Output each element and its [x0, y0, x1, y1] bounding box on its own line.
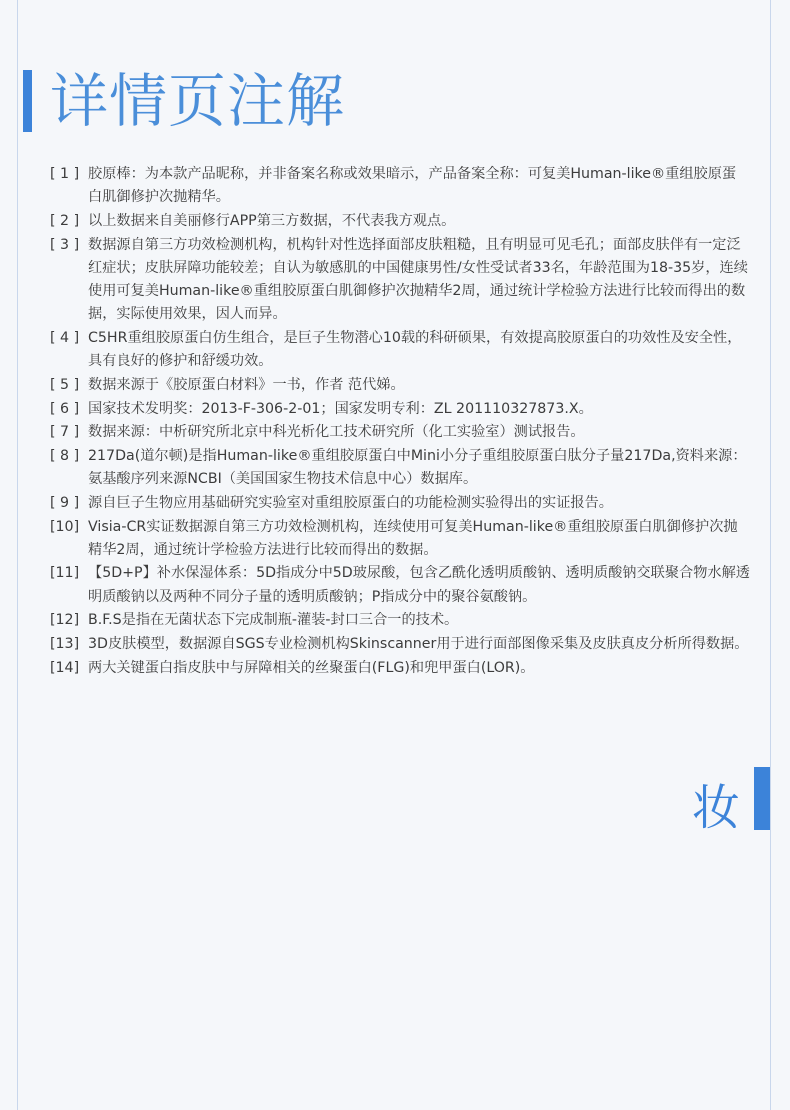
note-text: 217Da(道尔顿)是指Human-like®重组胶原蛋白中Mini小分子重组胶原蛋白肽分子量217Da,资料来源：氨基酸序列来源NCBI（美国国家生物技术信息中心）数据库。	[88, 447, 747, 488]
note-number: [10]	[50, 518, 80, 535]
note-item	[50, 516, 750, 562]
note-item	[50, 562, 750, 608]
note-text: 胶原棒：为本款产品昵称，并非备案名称或效果暗示，产品备案全称：可复美Human-like®重组胶原蛋白肌御修护次抛精华。	[88, 166, 737, 206]
note-text: 【5D+P】补水保湿体系：5D指成分中5D玻尿酸，包含乙酰化透明质酸钠、透明质酸钠交联聚合物水解透明质酸钠以及两种不同分子量的透明质酸钠；P指成分中的聚谷氨酸钠。	[88, 565, 750, 605]
page-title: 详情页注解	[50, 67, 346, 135]
note-number: [ 8 ]	[50, 447, 80, 464]
note-number: [ 2 ]	[50, 212, 80, 229]
note-number: [ 9 ]	[50, 494, 80, 511]
note-number: [ 1 ]	[50, 166, 80, 182]
side-character: 妆	[692, 780, 741, 836]
note-item	[50, 609, 750, 632]
note-number: [ 4 ]	[50, 329, 80, 346]
note-text: 国家技术发明奖：2013-F-306-2-01；国家发明专利：ZL 201110327873.X。	[88, 400, 593, 417]
note-item	[50, 445, 750, 491]
note-item	[50, 234, 750, 327]
note-number: [ 6 ]	[50, 400, 80, 417]
note-number: [ 7 ]	[50, 424, 80, 441]
side-accent-bar	[754, 767, 770, 830]
note-item	[50, 210, 750, 233]
note-text: 以上数据来自美丽修行APP第三方数据，不代表我方观点。	[88, 212, 456, 229]
note-item	[50, 327, 750, 373]
note-item	[50, 492, 750, 515]
note-text: 数据源自第三方功效检测机构，机构针对性选择面部皮肤粗糙，且有明显可见毛孔；面部皮肤伴有一定泛红症状；皮肤屏障功能较差；自认为敏感肌的中国健康男性/女性受试者33名，年龄范围为18-35岁，连续使用可复美Human-like®重组胶原蛋白肌御修护次抛精华2周，通过统计学检验方法进行比较而得出的数据，实际使用效果，因人而异。	[88, 236, 748, 323]
note-text: 两大关键蛋白指皮肤中与屏障相关的丝聚蛋白(FLG)和兜甲蛋白(LOR)。	[88, 659, 535, 676]
note-number: [ 3 ]	[50, 236, 80, 253]
note-item	[50, 398, 750, 421]
note-text: 3D皮肤模型，数据源自SGS专业检测机构Skinscanner用于进行面部图像采集及皮肤真皮分析所得数据。	[88, 636, 749, 653]
note-item	[50, 163, 750, 209]
title-accent-bar	[23, 70, 32, 132]
note-text: B.F.S是指在无菌状态下完成制瓶-灌装-封口三合一的技术。	[88, 612, 459, 629]
note-item	[50, 657, 750, 680]
note-number: [ 5 ]	[50, 376, 80, 393]
note-number: [12]	[50, 612, 80, 629]
note-item	[50, 374, 750, 397]
note-number: [14]	[50, 659, 80, 676]
note-text: Visia-CR实证数据源自第三方功效检测机构，连续使用可复美Human-like®重组胶原蛋白肌御修护次抛精华2周，通过统计学检验方法进行比较而得出的数据。	[88, 518, 738, 558]
note-text: C5HR重组胶原蛋白仿生组合，是巨子生物潜心10载的科研硕果，有效提高胶原蛋白的功效性及安全性，具有良好的修护和舒缓功效。	[88, 329, 742, 370]
left-guide-line	[17, 0, 18, 1110]
note-text: 源自巨子生物应用基础研究实验室对重组胶原蛋白的功能检测实验得出的实证报告。	[88, 494, 613, 511]
note-number: [11]	[50, 565, 80, 582]
note-text: 数据来源：中析研究所北京中科光析化工技术研究所（化工实验室）测试报告。	[88, 424, 585, 441]
right-guide-line	[770, 0, 771, 1110]
note-text: 数据来源于《胶原蛋白材料》一书，作者 范代娣。	[88, 376, 405, 393]
note-item	[50, 421, 750, 444]
note-number: [13]	[50, 636, 80, 653]
notes-list	[50, 163, 750, 680]
note-item	[50, 633, 750, 656]
